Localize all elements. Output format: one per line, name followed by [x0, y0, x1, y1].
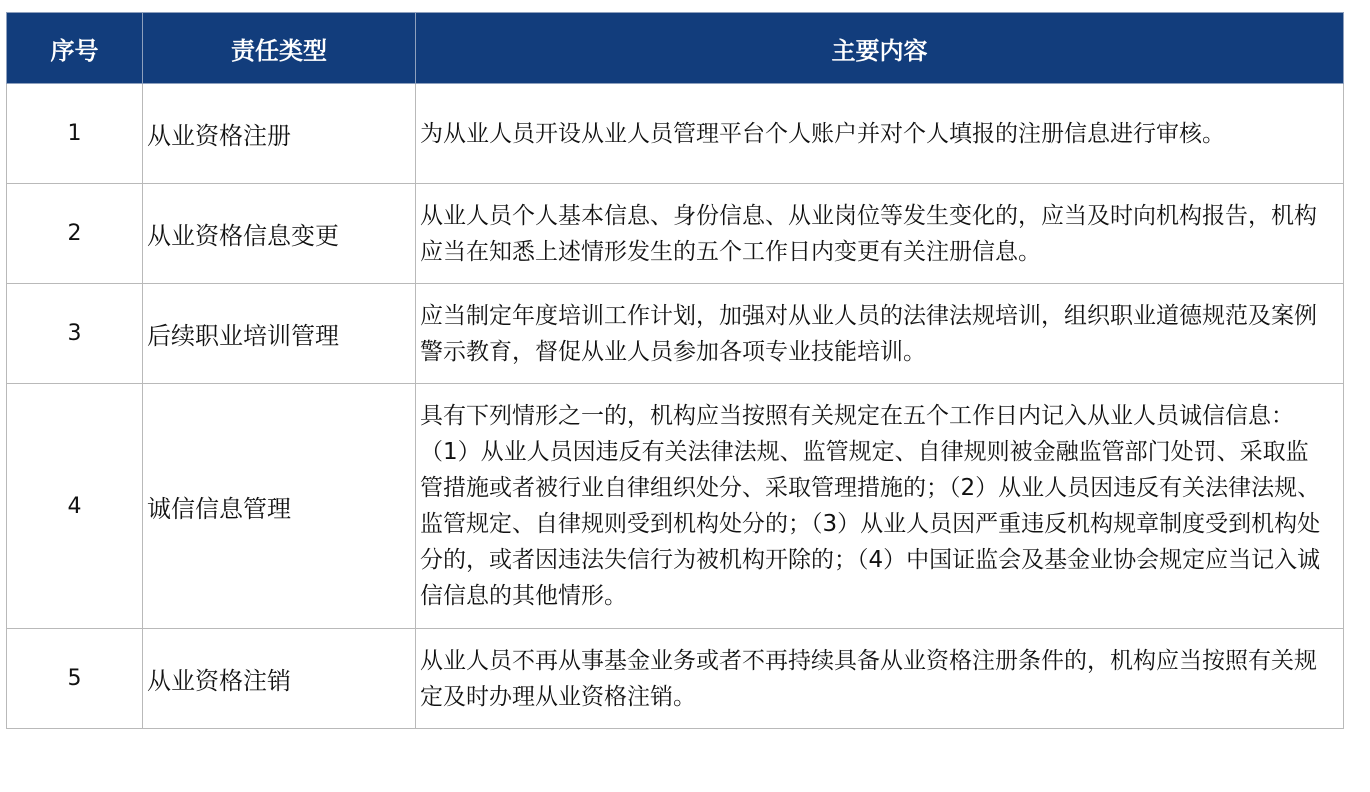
responsibility-table — [6, 12, 1344, 729]
header-row — [7, 13, 1344, 84]
row-content: 从业人员不再从事基金业务或者不再持续具备从业资格注册条件的，机构应当按照有关规定及时办理从业资格注销。 — [416, 629, 1344, 729]
row-content: 为从业人员开设从业人员管理平台个人账户并对个人填报的注册信息进行审核。 — [416, 84, 1344, 184]
row-index: 3 — [7, 284, 143, 384]
row-index: 5 — [7, 629, 143, 729]
row-content: 从业人员个人基本信息、身份信息、从业岗位等发生变化的，应当及时向机构报告，机构应当在知悉上述情形发生的五个工作日内变更有关注册信息。 — [416, 184, 1344, 284]
row-type: 后续职业培训管理 — [143, 284, 416, 384]
row-content: 具有下列情形之一的，机构应当按照有关规定在五个工作日内记入从业人员诚信信息：（1）从业人员因违反有关法律法规、监管规定、自律规则被金融监管部门处罚、采取监管措施或者被行业自律组织处分、采取管理措施的；（2）从业人员因违反有关法律法规、监管规定、自律规则受到机构处分的；（3）从业人员因严重违反机构规章制度受到机构处分的，或者因违法失信行为被机构开除的；（4）中国证监会及基金业协会规定应当记入诚信信息的其他情形。 — [416, 384, 1344, 629]
table-row — [7, 84, 1344, 184]
table-row — [7, 284, 1344, 384]
table-row — [7, 629, 1344, 729]
row-type: 诚信信息管理 — [143, 384, 416, 629]
row-index: 4 — [7, 384, 143, 629]
header-main-content: 主要内容 — [416, 13, 1344, 84]
table-row — [7, 184, 1344, 284]
row-content: 应当制定年度培训工作计划，加强对从业人员的法律法规培训，组织职业道德规范及案例警示教育，督促从业人员参加各项专业技能培训。 — [416, 284, 1344, 384]
table-body — [7, 84, 1344, 729]
table-header — [7, 13, 1344, 84]
responsibility-table-container — [6, 12, 1343, 729]
row-index: 2 — [7, 184, 143, 284]
row-index: 1 — [7, 84, 143, 184]
table-row — [7, 384, 1344, 629]
row-type: 从业资格注销 — [143, 629, 416, 729]
header-responsibility-type: 责任类型 — [143, 13, 416, 84]
row-type: 从业资格信息变更 — [143, 184, 416, 284]
row-type: 从业资格注册 — [143, 84, 416, 184]
header-index: 序号 — [7, 13, 143, 84]
